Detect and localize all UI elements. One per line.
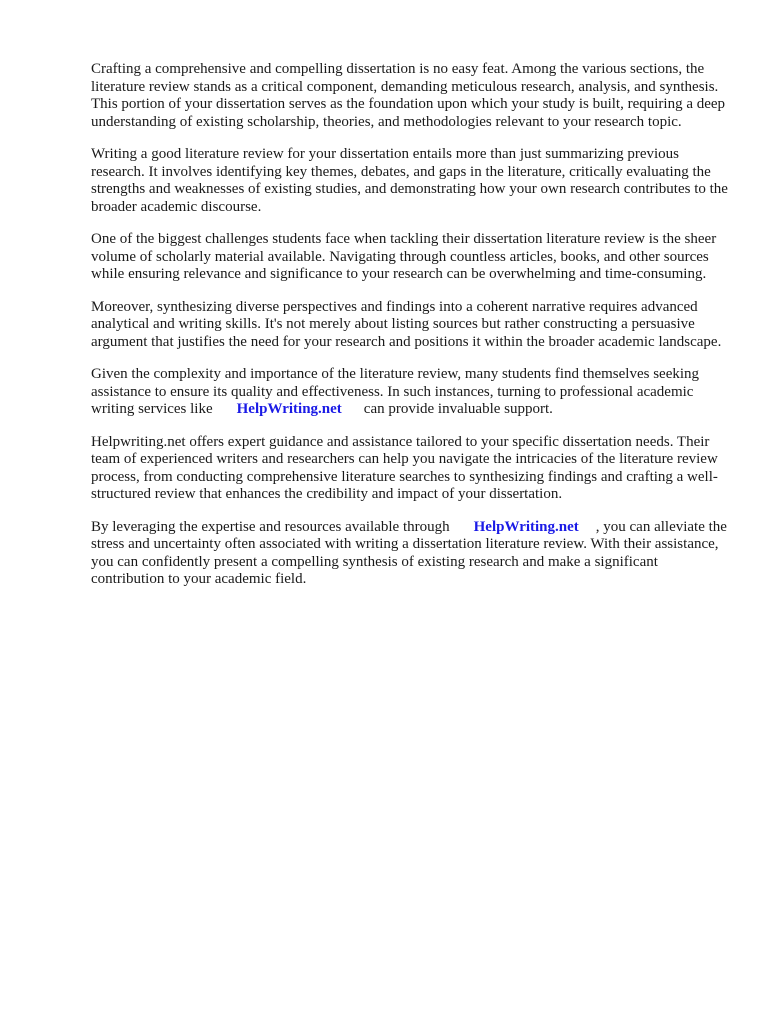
paragraph-7 (91, 519, 731, 589)
paragraph-5 (91, 366, 731, 419)
paragraph-2: Writing a good literature review for your dissertation entails more than just summarizing previous research. It involves identifying key themes, debates, and gaps in the literature, critically evaluating the strengths and weaknesses of existing studies, and demonstrating how your own research contributes to the broader academic discourse. (91, 146, 728, 215)
paragraph-6: Helpwriting.net offers expert guidance and assistance tailored to your specific dissertation needs. Their team of experienced writers and researchers can help you navigate the intricacies of the literature review process, from conducting comprehensive literature searches to synthesizing findings and crafting a well-structured review that enhances the credibility and impact of your dissertation. (91, 433, 718, 502)
paragraph-5-text-after: can provide invaluable support. (363, 401, 553, 417)
document-body (91, 61, 731, 604)
paragraph-7-text-before: By leveraging the expertise and resources available through (91, 518, 450, 535)
paragraph-1: Crafting a comprehensive and compelling dissertation is no easy feat. Among the various sections, the literature review stands as a critical component, demanding meticulous research, analysis, and synthesis. This portion of your dissertation serves as the foundation upon which your study is built, requiring a deep understanding of existing scholarship, theories, and methodologies relevant to your research topic. (91, 61, 726, 130)
paragraph-4: Moreover, synthesizing diverse perspectives and findings into a coherent narrative requires advanced analytical and writing skills. It's not merely about listing sources but rather constructing a persuasive argument that justifies the need for your research and positions it within the broader academic landscape. (91, 298, 722, 350)
paragraph-5-text-before: Given the complexity and importance of the literature review, many students find themselves seeking assistance to ensure its quality and effectiveness. In such instances, turning to professional academic writing services like (91, 366, 700, 417)
paragraph-3: One of the biggest challenges students face when tackling their dissertation literature review is the sheer volume of scholarly material available. Navigating through countless articles, books, and other sources while ensuring relevance and significance to your research can be overwhelming and time-consuming. (91, 231, 717, 282)
helpwriting-link-2[interactable]: HelpWriting.net (473, 518, 579, 535)
helpwriting-link-1[interactable]: HelpWriting.net (236, 401, 342, 417)
paragraph-7-text-after: , you can alleviate the stress and uncertainty often associated with writing a dissertation literature review. With their assistance, you can confidently present a compelling synthesis of existing research and make a significant contribution to your academic field. (91, 518, 727, 587)
